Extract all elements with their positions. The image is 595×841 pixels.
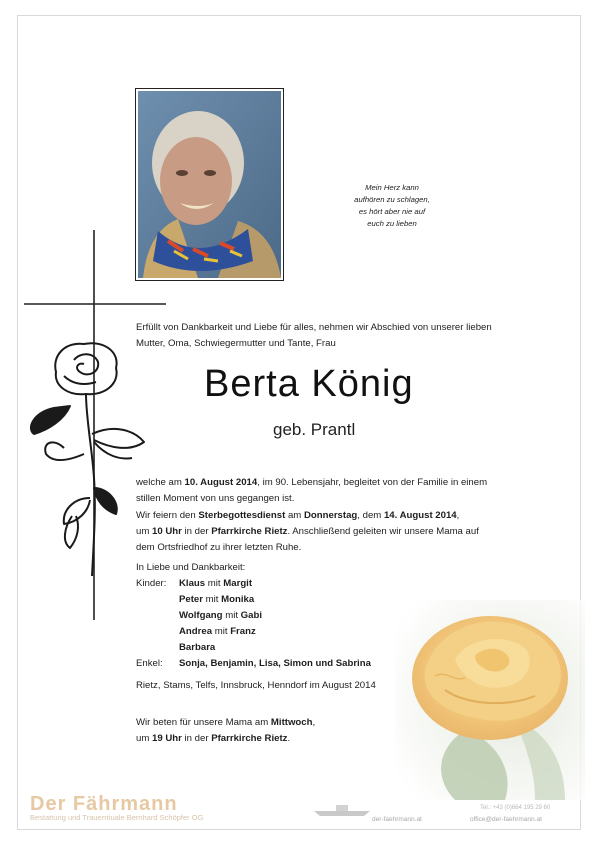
funeral-home-subtitle: Bestattung und Trauerrituale Bernhard Schöpfer OG (30, 813, 204, 822)
child-name: Barbara (179, 642, 216, 653)
funeral-home-email: office@der-faehrmann.at (470, 816, 542, 823)
prayer-time: 19 Uhr (152, 733, 182, 744)
death-text: stillen Moment von uns gegangen ist. (136, 493, 295, 504)
service-text: in der (181, 526, 212, 537)
death-paragraph (136, 475, 566, 507)
partner-name: Gabi (240, 610, 262, 621)
funeral-home-website: der-faehrmann.at (372, 816, 422, 823)
prayer-text: . (287, 733, 291, 744)
quote-line: aufhören zu schlagen, (354, 195, 430, 204)
child-name: Klaus (179, 578, 206, 589)
prayer-paragraph (136, 715, 566, 747)
death-text: welche am (136, 477, 185, 488)
service-date: 14. August 2014 (383, 510, 457, 521)
service-day: Donnerstag (303, 510, 358, 521)
prayer-text: Wir beten für unsere Mama am (136, 717, 271, 728)
service-paragraph (136, 508, 566, 556)
service-text: , (456, 510, 460, 521)
service-text: dem Ortsfriedhof zu ihrer letzten Ruhe. (136, 542, 302, 553)
memorial-quote (338, 182, 446, 230)
prayer-day: Mittwoch (270, 717, 313, 728)
child-name: Andrea (179, 626, 213, 637)
funeral-home-logo: Der Fährmann (30, 793, 178, 815)
prayer-text: , (312, 717, 316, 728)
intro-line: Erfüllt von Dankbarkeit und Liebe für alles, nehmen wir Abschied von unserer lieben (136, 322, 492, 333)
boat-icon (312, 802, 372, 818)
place-date: Rietz, Stams, Telfs, Innsbruck, Henndorf im August 2014 (136, 680, 376, 691)
service-text: am (285, 510, 304, 521)
family-heading: In Liebe und Dankbarkeit: (136, 562, 246, 573)
quote-line: es hört aber nie auf (358, 207, 426, 216)
death-date: 10. August 2014 (184, 477, 258, 488)
grandchildren-label: Enkel: (136, 658, 163, 669)
service-text: Wir feiern den (136, 510, 199, 521)
service-text: um (136, 526, 152, 537)
yellow-rose-icon (395, 600, 585, 800)
intro-text (136, 320, 556, 352)
service-text: , dem (357, 510, 384, 521)
partner-name: Monika (221, 594, 255, 605)
child-name: Peter (179, 594, 203, 605)
intro-line: Mutter, Oma, Schwiegermutter und Tante, Frau (136, 338, 336, 349)
service-time: 10 Uhr (152, 526, 182, 537)
deceased-name: Berta König (204, 363, 414, 405)
partner-name: Margit (223, 578, 253, 589)
service-church: Pfarrkirche Rietz (211, 526, 288, 537)
funeral-home-phone: Tel.: +43 (0)664 195 29 60 (480, 805, 551, 811)
children-label: Kinder: (136, 578, 167, 589)
quote-line: Mein Herz kann (365, 183, 419, 192)
partner-name: Franz (230, 626, 256, 637)
grandchildren-names: Sonja, Benjamin, Lisa, Simon und Sabrina (179, 658, 371, 669)
death-text: , im 90. Lebensjahr, begleitet von der Familie in einem (257, 477, 488, 488)
prayer-text: um (136, 733, 152, 744)
child-name: Wolfgang (179, 610, 223, 621)
quote-line: euch zu lieben (367, 219, 417, 228)
prayer-church: Pfarrkirche Rietz (211, 733, 288, 744)
service-text: . Anschließend geleiten wir unsere Mama auf (287, 526, 479, 537)
maiden-name: geb. Prantl (273, 420, 356, 439)
prayer-text: in der (181, 733, 212, 744)
service-type: Sterbegottesdienst (198, 510, 286, 521)
